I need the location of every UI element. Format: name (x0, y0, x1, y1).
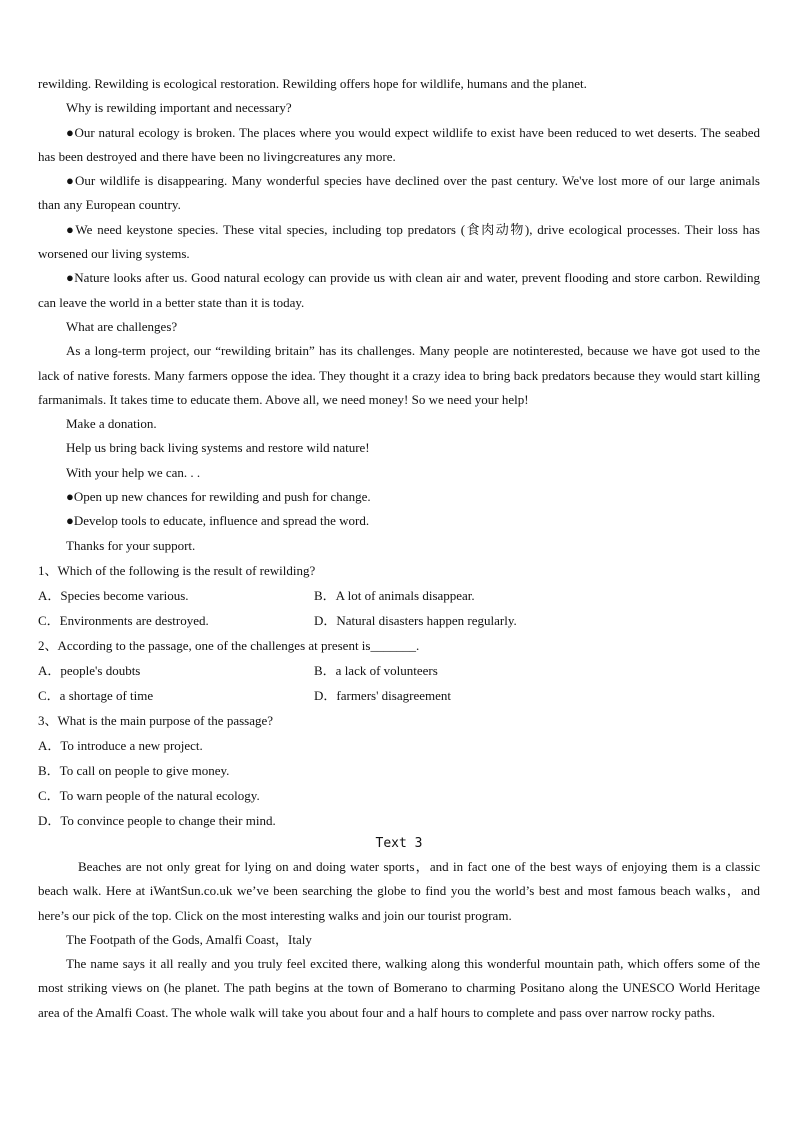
passage-bullet: ●We need keystone species. These vital species, including top predators (食肉动物), drive ecological processes. Their loss has worsened our living systems. (38, 221, 760, 262)
option-b[interactable]: B．To call on people to give money. (38, 762, 230, 778)
option-d[interactable]: D．Natural disasters happen regularly. (314, 612, 517, 628)
option-c[interactable]: C．Environments are destroyed. (38, 612, 209, 628)
document-page (38, 72, 760, 1025)
option-c[interactable]: C．To warn people of the natural ecology. (38, 787, 260, 803)
passage-line: With your help we can. . . (66, 464, 201, 480)
option-d[interactable]: D．To convince people to change their mind. (38, 812, 276, 828)
option-a[interactable]: A．people's doubts (38, 662, 141, 678)
passage-heading: Why is rewilding important and necessary? (66, 100, 292, 116)
passage-bullet: ●Our natural ecology is broken. The places where you would expect wildlife to exist have been reduced to wet deserts. The seabed has been destroyed and there have been no livingcreatures any more. (38, 124, 760, 164)
passage-bullet: ●Develop tools to educate, influence and spread the word. (66, 513, 370, 529)
option-d[interactable]: D．farmers' disagreement (314, 687, 451, 703)
passage-heading: What are challenges? (66, 318, 178, 334)
text3-paragraph: Beaches are not only great for lying on and doing water sports，and in fact one of the best ways of enjoying them is a classic beach walk. Here at iWantSun.co.uk we’ve been searching the globe to find you the world’s best and most famous beach walks，and here’s our pick of the top. Click on the most interesting walks and join our tourist program. (38, 858, 760, 923)
question-stem: 3、What is the main purpose of the passage? (38, 712, 274, 728)
passage-line: Help us bring back living systems and restore wild nature! (66, 440, 370, 456)
question-2 (38, 633, 760, 708)
passage-line: Make a donation. (66, 416, 157, 432)
question-stem: 2、According to the passage, one of the challenges at present is_______. (38, 637, 420, 653)
passage-bullet: ●Our wildlife is disappearing. Many wonderful species have declined over the past century. We've lost more of our large animals than any European country. (38, 173, 760, 213)
text3-paragraph: The name says it all really and you truly feel excited there, walking along this wonderful mountain path, which offers some of the most striking views on (he planet. The path begins at the town of Bomerano to charming Positano along the UNESCO World Heritage area of the Amalfi Coast. The whole walk will take you about four and a half hours to complete and pass over narrow rocky paths. (38, 956, 760, 1020)
section-title: Text 3 (375, 835, 423, 851)
option-a[interactable]: A．To introduce a new project. (38, 737, 203, 753)
question-3 (38, 708, 760, 833)
passage-paragraph: As a long-term project, our “rewilding britain” has its challenges. Many people are notinterested, because we have got used to the lack of native forests. Many farmers oppose the idea. They thought it a crazy idea to bring back predators because they would start killing farmanimals. It takes time to educate them. Above all, we need money! So we need your help! (38, 343, 760, 407)
option-b[interactable]: B．a lack of volunteers (314, 662, 438, 678)
option-a[interactable]: A．Species become various. (38, 587, 189, 603)
passage-line: Thanks for your support. (66, 537, 196, 553)
passage-paragraph: rewilding. Rewilding is ecological restoration. Rewilding offers hope for wildlife, humans and the planet. (38, 76, 587, 91)
text3-heading: The Footpath of the Gods, Amalfi Coast，Italy (66, 931, 312, 947)
question-stem: 1、Which of the following is the result of rewilding? (38, 562, 316, 578)
question-1 (38, 558, 760, 633)
passage-bullet: ●Nature looks after us. Good natural ecology can provide us with clean air and water, prevent flooding and store carbon. Rewilding can leave the world in a better state than it is today. (38, 270, 760, 310)
option-b[interactable]: B．A lot of animals disappear. (314, 587, 475, 603)
option-c[interactable]: C．a shortage of time (38, 687, 154, 703)
passage-bullet: ●Open up new chances for rewilding and push for change. (66, 489, 371, 505)
